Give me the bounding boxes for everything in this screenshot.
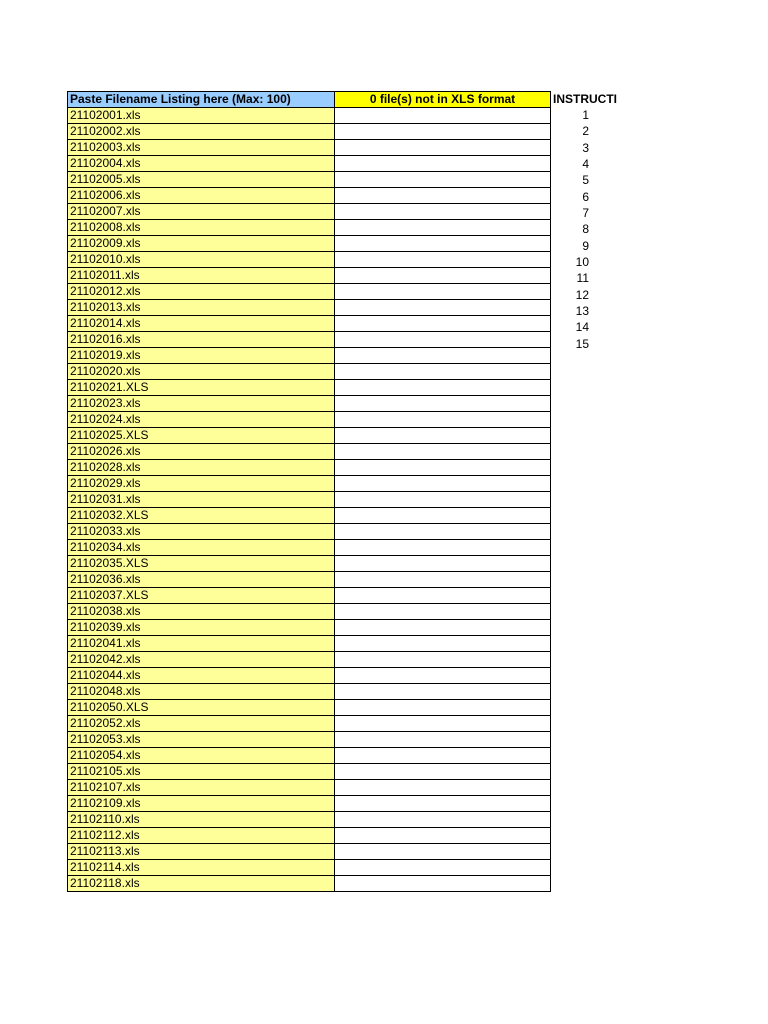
file-row [68, 828, 551, 844]
file-row [68, 732, 551, 748]
non-xls-result-cell[interactable] [335, 540, 551, 556]
file-row [68, 140, 551, 156]
filename-cell[interactable]: 21102048.xls [68, 684, 335, 700]
filename-cell[interactable]: 21102028.xls [68, 460, 335, 476]
non-xls-result-cell[interactable] [335, 860, 551, 876]
file-row [68, 156, 551, 172]
file-row [68, 284, 551, 300]
filename-cell[interactable]: 21102113.xls [68, 844, 335, 860]
non-xls-result-cell[interactable] [335, 348, 551, 364]
filename-cell[interactable]: 21102013.xls [68, 300, 335, 316]
non-xls-result-cell[interactable] [335, 796, 551, 812]
filename-cell[interactable]: 21102006.xls [68, 188, 335, 204]
non-xls-result-cell[interactable] [335, 268, 551, 284]
filename-cell[interactable]: 21102019.xls [68, 348, 335, 364]
non-xls-result-cell[interactable] [335, 444, 551, 460]
filename-listing-header[interactable]: Paste Filename Listing here (Max: 100) [68, 92, 335, 108]
file-row [68, 220, 551, 236]
non-xls-result-cell[interactable] [335, 716, 551, 732]
file-row [68, 508, 551, 524]
file-row [68, 748, 551, 764]
file-row [68, 764, 551, 780]
non-xls-result-cell[interactable] [335, 460, 551, 476]
non-xls-result-cell[interactable] [335, 316, 551, 332]
non-xls-result-cell[interactable] [335, 220, 551, 236]
file-row [68, 700, 551, 716]
file-row [68, 572, 551, 588]
instruction-step-number[interactable]: 3 [582, 140, 589, 155]
non-xls-result-cell[interactable] [335, 300, 551, 316]
instructions-column [553, 91, 633, 352]
file-row [68, 236, 551, 252]
non-xls-result-cell[interactable] [335, 524, 551, 540]
filename-cell[interactable]: 21102035.XLS [68, 556, 335, 572]
instruction-steps [553, 107, 633, 352]
non-xls-result-cell[interactable] [335, 876, 551, 892]
non-xls-result-cell[interactable] [335, 812, 551, 828]
non-xls-result-cell[interactable] [335, 188, 551, 204]
filename-cell[interactable]: 21102118.xls [68, 876, 335, 892]
instruction-step-number[interactable]: 13 [575, 304, 589, 319]
file-row [68, 780, 551, 796]
filename-cell[interactable]: 21102114.xls [68, 860, 335, 876]
file-row [68, 188, 551, 204]
file-row [68, 716, 551, 732]
non-xls-result-cell[interactable] [335, 588, 551, 604]
filename-cell[interactable]: 21102021.XLS [68, 380, 335, 396]
non-xls-result-cell[interactable] [335, 572, 551, 588]
file-row [68, 332, 551, 348]
non-xls-result-cell[interactable] [335, 844, 551, 860]
non-xls-result-cell[interactable] [335, 412, 551, 428]
file-row [68, 396, 551, 412]
non-xls-result-cell[interactable] [335, 124, 551, 140]
file-row [68, 460, 551, 476]
filename-cell[interactable]: 21102038.xls [68, 604, 335, 620]
filename-cell[interactable]: 21102034.xls [68, 540, 335, 556]
non-xls-result-cell[interactable] [335, 620, 551, 636]
non-xls-result-cell[interactable] [335, 332, 551, 348]
file-row [68, 204, 551, 220]
filename-cell[interactable]: 21102026.xls [68, 444, 335, 460]
instruction-step-number[interactable]: 6 [582, 189, 589, 204]
filename-cell[interactable]: 21102042.xls [68, 652, 335, 668]
file-row [68, 524, 551, 540]
non-xls-result-cell[interactable] [335, 668, 551, 684]
instruction-step-number[interactable]: 11 [576, 271, 589, 286]
filename-sheet [67, 91, 551, 892]
filename-cell[interactable]: 21102052.xls [68, 716, 335, 732]
file-row [68, 316, 551, 332]
file-row [68, 556, 551, 572]
non-xls-result-cell[interactable] [335, 764, 551, 780]
file-row [68, 108, 551, 124]
filename-cell[interactable]: 21102002.xls [68, 124, 335, 140]
filename-cell[interactable]: 21102036.xls [68, 572, 335, 588]
instruction-step-number[interactable]: 8 [582, 222, 589, 237]
file-row [68, 172, 551, 188]
filename-cell[interactable]: 21102031.xls [68, 492, 335, 508]
instruction-step-number[interactable]: 10 [575, 255, 589, 270]
instruction-step-number[interactable]: 7 [582, 206, 589, 221]
file-row [68, 860, 551, 876]
file-row [68, 844, 551, 860]
non-xls-result-cell[interactable] [335, 428, 551, 444]
file-row [68, 876, 551, 892]
header-row [68, 92, 551, 108]
filename-cell[interactable]: 21102003.xls [68, 140, 335, 156]
non-xls-result-cell[interactable] [335, 364, 551, 380]
filename-cell[interactable]: 21102016.xls [68, 332, 335, 348]
filename-cell[interactable]: 21102012.xls [68, 284, 335, 300]
file-row [68, 668, 551, 684]
non-xls-result-cell[interactable] [335, 140, 551, 156]
non-xls-result-cell[interactable] [335, 492, 551, 508]
file-row [68, 364, 551, 380]
file-row [68, 252, 551, 268]
filename-cell[interactable]: 21102023.xls [68, 396, 335, 412]
non-xls-result-cell[interactable] [335, 284, 551, 300]
non-xls-result-cell[interactable] [335, 652, 551, 668]
non-xls-result-cell[interactable] [335, 108, 551, 124]
file-row [68, 124, 551, 140]
instruction-step-number[interactable]: 4 [582, 157, 589, 172]
filename-cell[interactable]: 21102025.XLS [68, 428, 335, 444]
filename-cell[interactable]: 21102009.xls [68, 236, 335, 252]
file-row [68, 620, 551, 636]
filename-cell[interactable]: 21102054.xls [68, 748, 335, 764]
non-xls-result-cell[interactable] [335, 380, 551, 396]
file-row [68, 540, 551, 556]
non-xls-result-cell[interactable] [335, 396, 551, 412]
filename-cell[interactable]: 21102008.xls [68, 220, 335, 236]
filename-cell[interactable]: 21102044.xls [68, 668, 335, 684]
file-row [68, 588, 551, 604]
filename-cell[interactable]: 21102050.XLS [68, 700, 335, 716]
file-row [68, 348, 551, 364]
file-row [68, 300, 551, 316]
file-row [68, 636, 551, 652]
filename-cell[interactable]: 21102107.xls [68, 780, 335, 796]
not-xls-count-header[interactable]: 0 file(s) not in XLS format [335, 92, 551, 108]
file-row [68, 604, 551, 620]
non-xls-result-cell[interactable] [335, 700, 551, 716]
filename-cell[interactable]: 21102011.xls [68, 268, 335, 284]
filename-cell[interactable]: 21102029.xls [68, 476, 335, 492]
non-xls-result-cell[interactable] [335, 156, 551, 172]
filename-cell[interactable]: 21102032.XLS [68, 508, 335, 524]
instructions-title[interactable]: INSTRUCTI [553, 92, 617, 106]
file-row [68, 428, 551, 444]
filename-cell[interactable]: 21102005.xls [68, 172, 335, 188]
non-xls-result-cell[interactable] [335, 636, 551, 652]
non-xls-result-cell[interactable] [335, 556, 551, 572]
non-xls-result-cell[interactable] [335, 780, 551, 796]
filename-cell[interactable]: 21102024.xls [68, 412, 335, 428]
filename-cell[interactable]: 21102014.xls [68, 316, 335, 332]
non-xls-result-cell[interactable] [335, 204, 551, 220]
filename-cell[interactable]: 21102033.xls [68, 524, 335, 540]
non-xls-result-cell[interactable] [335, 732, 551, 748]
non-xls-result-cell[interactable] [335, 508, 551, 524]
non-xls-result-cell[interactable] [335, 604, 551, 620]
filename-cell[interactable]: 21102020.xls [68, 364, 335, 380]
instruction-step-number[interactable]: 15 [575, 336, 589, 351]
non-xls-result-cell[interactable] [335, 252, 551, 268]
non-xls-result-cell[interactable] [335, 236, 551, 252]
filename-cell[interactable]: 21102041.xls [68, 636, 335, 652]
filename-cell[interactable]: 21102007.xls [68, 204, 335, 220]
filename-cell[interactable]: 21102053.xls [68, 732, 335, 748]
instruction-step-number[interactable]: 1 [582, 108, 589, 122]
filename-cell[interactable]: 21102010.xls [68, 252, 335, 268]
instruction-step-number[interactable]: 12 [575, 287, 589, 302]
file-row [68, 268, 551, 284]
filename-cell[interactable]: 21102112.xls [68, 828, 335, 844]
filename-cell[interactable]: 21102105.xls [68, 764, 335, 780]
filename-cell[interactable]: 21102037.XLS [68, 588, 335, 604]
non-xls-result-cell[interactable] [335, 172, 551, 188]
file-row [68, 492, 551, 508]
file-row [68, 796, 551, 812]
file-row [68, 684, 551, 700]
instruction-step-number[interactable]: 5 [582, 173, 589, 188]
file-row [68, 380, 551, 396]
non-xls-result-cell[interactable] [335, 684, 551, 700]
instruction-step-number[interactable]: 2 [582, 124, 589, 139]
instruction-step-number[interactable]: 14 [575, 320, 589, 335]
file-row [68, 652, 551, 668]
filename-cell[interactable]: 21102109.xls [68, 796, 335, 812]
filename-cell[interactable]: 21102001.xls [68, 108, 335, 124]
filename-cell[interactable]: 21102039.xls [68, 620, 335, 636]
filename-cell[interactable]: 21102110.xls [68, 812, 335, 828]
non-xls-result-cell[interactable] [335, 476, 551, 492]
filename-table [67, 91, 551, 892]
instruction-step-number[interactable]: 9 [582, 238, 589, 253]
file-row [68, 812, 551, 828]
filename-cell[interactable]: 21102004.xls [68, 156, 335, 172]
file-row [68, 412, 551, 428]
file-row [68, 444, 551, 460]
non-xls-result-cell[interactable] [335, 748, 551, 764]
file-row [68, 476, 551, 492]
non-xls-result-cell[interactable] [335, 828, 551, 844]
